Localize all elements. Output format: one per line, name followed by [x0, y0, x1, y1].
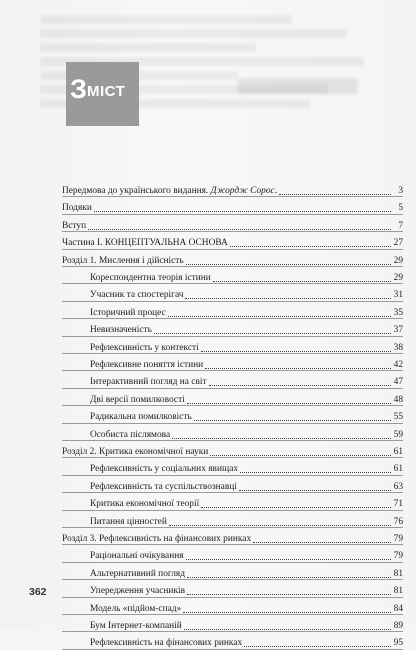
- toc-entry-title: [62, 256, 184, 267]
- toc-entry: [62, 354, 403, 371]
- toc-entry: [62, 632, 403, 649]
- toc-entry: [62, 250, 403, 267]
- toc-dot-leader: [244, 645, 391, 647]
- toc-dot-leader: [201, 506, 391, 508]
- toc-entry-title: [62, 273, 211, 284]
- toc-entry-title-text: Бум Інтернет-компаній: [90, 621, 182, 631]
- toc-dot-leader: [230, 245, 391, 247]
- toc-entry-title-text: Дві версії помилковості: [90, 394, 185, 405]
- toc-dot-leader: [239, 489, 391, 491]
- toc-entry-title-text: Учасник та спостерігач: [90, 290, 184, 301]
- toc-entry-title-text: Передмова до українського видання.: [62, 186, 211, 196]
- toc-entry-page-number: 7: [398, 220, 403, 231]
- toc-entry-page-number: 42: [393, 360, 403, 370]
- toc-entry: [62, 337, 403, 354]
- toc-entry-title-text: Подяки: [62, 203, 92, 214]
- toc-dot-leader: [169, 524, 391, 526]
- toc-entry: [62, 476, 403, 493]
- toc-entry-title: [62, 395, 185, 406]
- page-number: 362: [29, 586, 47, 598]
- toc-entry-title: [62, 447, 208, 458]
- toc-entry-page-number: 29: [393, 255, 403, 266]
- show-through-title: [238, 78, 358, 94]
- toc-entry-page-number: 48: [393, 394, 403, 405]
- toc-entry-title-text: Невизначеність: [90, 325, 152, 336]
- toc-entry: [62, 406, 403, 423]
- toc-entry-title: [62, 290, 183, 301]
- toc-entry: [62, 302, 403, 319]
- toc-entry-author: Джордж Сорос: [210, 186, 275, 196]
- toc-entry: [62, 441, 403, 458]
- toc-entry-title-text: Упередження учасників: [90, 586, 186, 597]
- toc-entry-title-text: Частина I. КОНЦЕПТУАЛЬНА ОСНОВА: [62, 238, 228, 249]
- toc-entry-title-text: Особиста післямова: [90, 429, 171, 440]
- toc-entry-title-text: Рефлексивність та суспільствознавці: [90, 481, 237, 492]
- toc-dot-leader: [183, 611, 391, 613]
- toc-entry-title: [62, 551, 184, 562]
- toc-entry-page-number: 37: [393, 325, 403, 336]
- toc-entry: [62, 267, 403, 284]
- toc-entry-page-number: 71: [393, 499, 403, 510]
- toc-entry-title: [62, 343, 199, 354]
- toc-entry-page-number: 84: [393, 603, 403, 614]
- toc-entry-page-number: 5: [398, 203, 403, 214]
- toc-entry-title: [62, 464, 238, 475]
- toc-dot-leader: [209, 384, 391, 386]
- toc-entry-page-number: 27: [393, 238, 403, 249]
- toc-entry: [62, 389, 403, 406]
- toc-entry-page-number: 31: [393, 290, 403, 301]
- toc-entry: [62, 424, 403, 441]
- toc-entry-page-number: 79: [393, 551, 403, 562]
- toc-entry-title-text: Критика економічної теорії: [90, 499, 200, 510]
- toc-entry-title: [62, 325, 152, 336]
- toc-entry-title: [62, 360, 203, 371]
- toc-entry-title-text: Раціональні очікування: [90, 551, 184, 562]
- toc-entry-page-number: 81: [393, 568, 403, 579]
- contents-heading-block: [66, 62, 139, 126]
- toc-entry-title-text: Історичний процес: [90, 307, 166, 318]
- toc-entry-title: [62, 638, 242, 649]
- toc-entry: [62, 284, 403, 301]
- toc-dot-leader: [213, 280, 391, 282]
- toc-dot-leader: [187, 593, 391, 595]
- toc-entry-title-text: Питання цінностей: [90, 516, 167, 527]
- toc-entry-title: [62, 517, 167, 528]
- toc-entry: [62, 598, 403, 615]
- toc-entry-title: [62, 412, 192, 423]
- toc-dot-leader: [187, 402, 391, 404]
- toc-entry-title-text: Рефлексивне поняття істини: [90, 360, 204, 370]
- toc-entry-title-text: Вступ: [62, 220, 87, 231]
- toc-entry-title-text: Розділ 3. Рефлексивність на фінансових ринках: [62, 534, 252, 544]
- toc-entry: [62, 371, 403, 388]
- toc-entry-title: [62, 604, 181, 615]
- contents-heading-initial: З: [70, 74, 87, 104]
- toc-entry-title-text: Інтерактивний погляд на світ: [90, 377, 207, 388]
- toc-dot-leader: [253, 541, 391, 543]
- toc-entry: [62, 580, 403, 597]
- toc-entry-title: [62, 186, 277, 197]
- toc-entry-page-number: 89: [393, 621, 403, 631]
- toc-entry: [62, 180, 403, 197]
- toc-entry-title: [62, 482, 237, 493]
- toc-entry-title: [62, 377, 207, 388]
- toc-entry: [62, 458, 403, 475]
- toc-entry-page-number: 76: [393, 516, 403, 527]
- toc-entry-page-number: 63: [393, 481, 403, 492]
- toc-dot-leader: [168, 315, 391, 317]
- toc-entry-title: [62, 308, 166, 319]
- toc-entry-title-text: Модель «підйом-спад»: [90, 603, 182, 614]
- toc-entry-tail: .: [274, 186, 278, 196]
- toc-entry-title-text: Розділ 1. Мислення і дійсність: [62, 255, 184, 266]
- toc-dot-leader: [186, 558, 391, 560]
- toc-entry: [62, 493, 403, 510]
- toc-entry-page-number: 59: [393, 429, 403, 440]
- toc-dot-leader: [154, 332, 391, 334]
- toc-entry: [62, 615, 403, 632]
- toc-entry: [62, 528, 403, 545]
- toc-entry: [62, 197, 403, 214]
- toc-entry-page-number: 61: [393, 447, 403, 457]
- toc-entry-page-number: 81: [393, 586, 403, 597]
- toc-entry-page-number: 79: [393, 534, 403, 544]
- toc-entry-page-number: 61: [393, 464, 403, 475]
- toc-entry: [62, 563, 403, 580]
- toc-entry-page-number: 95: [393, 638, 403, 649]
- toc-entry-title: [62, 430, 170, 441]
- toc-entry-title: [62, 569, 185, 580]
- toc-dot-leader: [205, 367, 391, 369]
- toc-entry-title: [62, 534, 251, 545]
- toc-entry-page-number: 55: [393, 412, 403, 423]
- toc-dot-leader: [172, 437, 391, 439]
- toc-entry-title: [62, 499, 199, 510]
- toc-entry: [62, 511, 403, 528]
- toc-entry: [62, 545, 403, 562]
- toc-dot-leader: [185, 297, 391, 299]
- contents-heading-rest: МІСТ: [87, 83, 126, 100]
- toc-entry-page-number: 3: [398, 186, 403, 196]
- toc-entry-page-number: 38: [393, 342, 403, 353]
- toc-entry-title: [62, 203, 92, 214]
- toc-entry-page-number: 47: [393, 377, 403, 388]
- toc-entry-title: [62, 221, 86, 232]
- toc-dot-leader: [187, 576, 391, 578]
- toc-entry: [62, 232, 403, 249]
- toc-dot-leader: [186, 263, 391, 265]
- toc-entry-title: [62, 621, 182, 632]
- toc-dot-leader: [210, 454, 391, 456]
- toc-entry-title-text: Кореспондентна теорія істини: [90, 273, 211, 283]
- toc-dot-leader: [201, 350, 391, 352]
- toc-dot-leader: [240, 471, 391, 473]
- toc-entry-page-number: 29: [393, 273, 403, 283]
- toc-entry-title-text: Альтернативний погляд: [90, 568, 186, 579]
- toc-dot-leader: [194, 419, 391, 421]
- toc-entry-title-text: Рефлексивність на фінансових ринках: [90, 638, 243, 649]
- toc-entry: [62, 319, 403, 336]
- toc-entry-title: [62, 586, 185, 597]
- toc-dot-leader: [279, 193, 391, 195]
- toc-dot-leader: [94, 210, 391, 212]
- toc-entry-page-number: 35: [393, 307, 403, 318]
- toc-entry-title-text: Радикальна помилковість: [90, 412, 192, 423]
- toc-entry-title-text: Рефлексивність у соціальних явищах: [90, 464, 239, 475]
- toc-entry-title: [62, 238, 228, 249]
- toc-entry-title-text: Розділ 2. Критика економічної науки: [62, 447, 209, 457]
- toc-entry: [62, 215, 403, 232]
- toc-entry-title-text: Рефлексивність у контексті: [90, 342, 199, 353]
- toc-dot-leader: [88, 228, 391, 230]
